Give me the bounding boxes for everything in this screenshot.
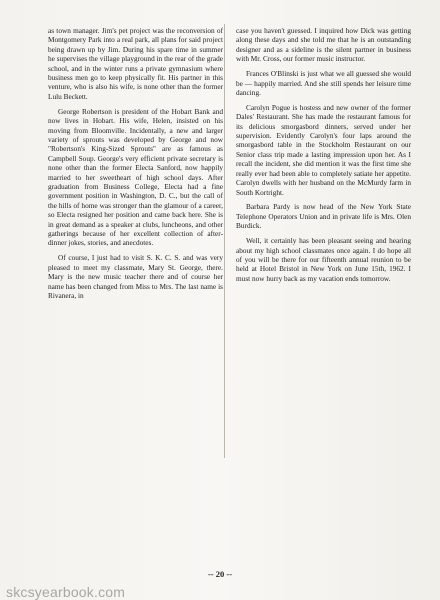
paragraph-jim-town-manager: as town manager. Jim's pet project was the reconversion of Montgomery Park into a real park, all plans for said project being drawn up by Jim. During his spare time in summer he supervises the village playground in the rear of the grade school, and in the winter runs a private gymnasium where business men go to keep physically fit. His partner in this venture, who is also his wife, is none other than the former Lulu Beckett. bbox=[48, 26, 223, 101]
paragraph-barbara-pardy: Barbara Pardy is now head of the New York State Telephone Operators Union and in private life is Mrs. Olen Burdick. bbox=[236, 202, 411, 231]
paragraph-closing: Well, it certainly has been pleasant seeing and hearing about my high school classmates once again. I do hope all of you will be there for our fifteenth annual reunion to be held at Hotel Bristol in New York on June 15th, 1962. I must now hurry back as my vacation ends tomorrow. bbox=[236, 236, 411, 283]
left-column bbox=[48, 26, 223, 306]
watermark-text: skcsyearbook.com bbox=[6, 584, 126, 600]
paragraph-dick-designer: case you haven't guessed. I inquired how Dick was getting along these days and she told me that he is an outstanding designer and as a sideline is the silent partner in business with Mr. Cross, our former music instructor. bbox=[236, 26, 411, 64]
paragraph-george-robertson: George Robertson is president of the Hobart Bank and now lives in Hobart. His wife, Helen, insisted on his moving from Bloomville. Incidentally, a new and larger variety of sprouts was developed by George and now "Robertson's King-Sized Sprouts" are as famous as Campbell Soup. George's very efficient private secretary is none other than the former Electa Sanford, now happily married to her sweetheart of high school days. After graduation from Business College, Electa had a fine government position in Washington, D. C., but the call of the hills of home was stronger than the glamour of a career, so Electa resigned her position and came back here. She is in great demand as a speaker at clubs, luncheons, and other gatherings because of her excellent collection of after-dinner jokes, stories, and anecdotes. bbox=[48, 106, 223, 248]
column-divider bbox=[224, 24, 225, 458]
paragraph-carolyn-pogue: Carolyn Pogue is hostess and new owner of the former Dales' Restaurant. She has made the restaurant famous for its delicious smorgasbord dinners, served under her supervision. Evidently Carolyn's four laps around the smorgasbord table in the Stockholm Restaurant on our Senior class trip made a lasting impression upon her. As I recall the incident, she did mention it was the first time she really ever had been able to completely satiate her appetite. Carolyn dwells with her husband on the McMurdy farm in South Kortright. bbox=[236, 102, 411, 197]
paragraph-mary-st-george: Of course, I just had to visit S. K. C. S. and was very pleased to meet my classmate, Mary St. George, there. Mary is the new music teacher there and of course her name has been changed from Miss to Mrs. The last name is Rivanera, in bbox=[48, 253, 223, 300]
right-column bbox=[236, 26, 411, 289]
paragraph-frances-oblinski: Frances O'Blinski is just what we all guessed she would be — happily married. And she still spends her leisure time dancing. bbox=[236, 69, 411, 97]
page-number: -- 20 -- bbox=[207, 569, 233, 579]
